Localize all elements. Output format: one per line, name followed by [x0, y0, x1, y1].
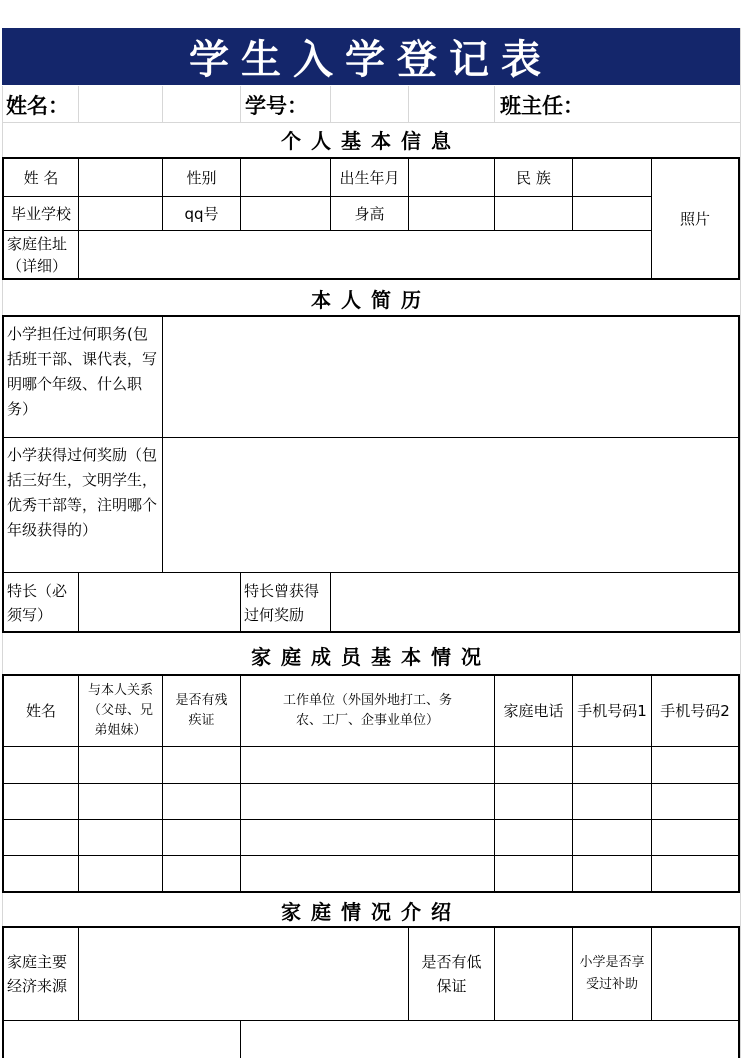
column-header: 是否有残疾证: [175, 693, 228, 728]
specialty-awards-label: 特长曾获得过何奖励: [244, 581, 320, 624]
form-title: 学生入学登记表: [2, 28, 740, 85]
column-header: 家庭电话: [503, 702, 564, 720]
header-name-field[interactable]: [80, 86, 240, 122]
birth-input[interactable]: [409, 159, 494, 196]
school-input[interactable]: [79, 197, 162, 230]
header-teacher-field[interactable]: [590, 86, 738, 122]
photo-box[interactable]: [652, 159, 738, 278]
section-family-intro: 家庭情况介绍: [281, 899, 461, 924]
name-label: 姓 名: [23, 168, 59, 187]
section-family-members: 家庭成员基本情况: [251, 644, 491, 669]
header-teacher-label: 班主任：: [500, 94, 584, 118]
income-input[interactable]: [79, 928, 408, 1020]
school-label: 毕业学校: [10, 204, 71, 223]
column-header: 手机号码2: [660, 702, 730, 720]
table-row[interactable]: [4, 856, 738, 891]
ethnicity-input[interactable]: [573, 159, 651, 196]
awards-input[interactable]: [163, 439, 738, 572]
birth-label: 出生年月: [339, 168, 400, 187]
positions-input[interactable]: [163, 318, 738, 437]
specialty-label: 特长（必须写）: [7, 581, 68, 624]
column-header: 手机号码1: [577, 702, 647, 720]
address-label: 家庭住址（详细）: [7, 234, 68, 275]
income-label: 家庭主要经济来源: [7, 953, 68, 995]
low-income-label: 是否有低保证: [421, 953, 482, 995]
subsidy-label: 小学是否享受过补助: [579, 955, 645, 992]
height-label: 身高: [354, 204, 385, 223]
table-row[interactable]: [4, 747, 738, 783]
name-input[interactable]: [79, 159, 162, 196]
low-income-input[interactable]: [495, 928, 572, 1020]
photo-label: 照片: [679, 209, 710, 228]
blank-cell[interactable]: [495, 197, 572, 230]
section-resume: 本人简历: [311, 287, 431, 312]
address-input[interactable]: [79, 231, 651, 278]
positions-label: 小学担任过何职务(包括班干部、课代表，写明哪个年级、什么职务）: [7, 325, 158, 418]
column-header: 工作单位（外国外地打工、务农、工厂、企事业单位）: [282, 693, 452, 728]
blank-cell[interactable]: [573, 197, 651, 230]
table-row[interactable]: [4, 820, 738, 855]
table-row[interactable]: [4, 784, 738, 819]
awards-label: 小学获得过何奖励（包括三好生，文明学生，优秀干部等，注明哪个年级获得的）: [7, 446, 158, 539]
qq-label: qq号: [184, 204, 219, 223]
subsidy-input[interactable]: [652, 928, 738, 1020]
qq-input[interactable]: [241, 197, 330, 230]
height-input[interactable]: [409, 197, 494, 230]
header-name-label: 姓名：: [6, 94, 69, 118]
gender-input[interactable]: [241, 159, 330, 196]
specialty-awards-input[interactable]: [331, 574, 738, 631]
ethnicity-label: 民 族: [516, 168, 551, 187]
column-header: 姓名: [25, 702, 56, 720]
column-header: 与本人关系（父母、兄弟姐妹）: [87, 683, 153, 738]
specialty-input[interactable]: [79, 574, 240, 631]
header-student-id-field[interactable]: [320, 86, 490, 122]
header-student-id-label: 学号：: [245, 94, 308, 118]
gender-label: 性别: [186, 168, 217, 187]
section-basic-info: 个人基本信息: [281, 129, 461, 153]
